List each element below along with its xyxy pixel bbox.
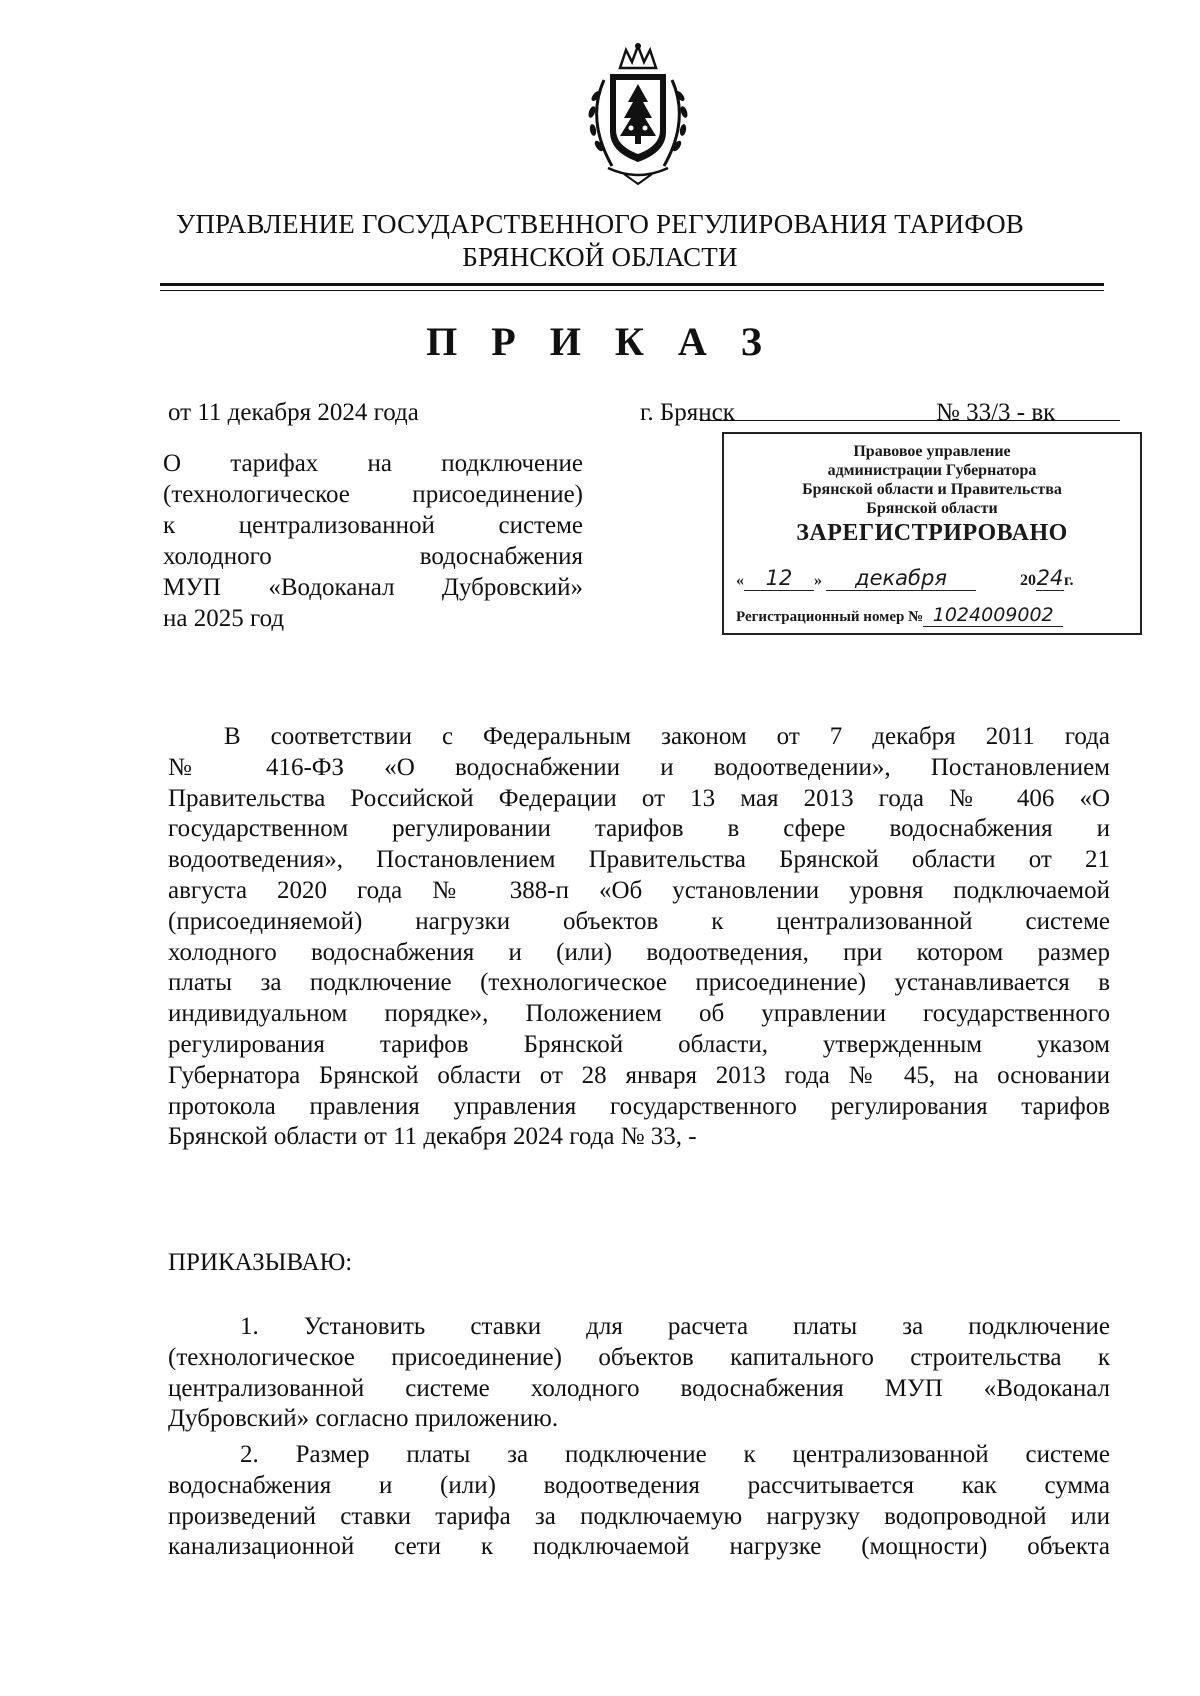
preamble-line: регулирования тарифов Брянской области, утвержденным указом [168, 1030, 1110, 1058]
preamble-line: В соответствии с Федеральным законом от 7 декабря 2011 года [224, 723, 1110, 750]
document-title: П Р И К А З [426, 319, 774, 364]
item-line: водоснабжения и (или) водоотведения рассчитывается как сумма [168, 1471, 1110, 1499]
stamp-year-end: г. [1064, 572, 1074, 589]
preamble-line: платы за подключение (технологическое присоединение) устанавливается в [168, 969, 1110, 997]
item-line: канализационной сети к подключаемой нагрузке (мощности) объекта [168, 1533, 1110, 1561]
subject-line: (технологическое присоединение) [163, 481, 583, 508]
stamp-status: ЗАРЕГИСТРИРОВАНО [796, 520, 1068, 546]
stamp-year-prefix: 20 [1020, 572, 1036, 589]
header-divider-thick [160, 283, 1104, 286]
item-line: централизованной системе холодного водоснабжения МУП «Водоканал [168, 1374, 1110, 1402]
order-directive: ПРИКАЗЫВАЮ: [168, 1249, 353, 1276]
stamp-line: администрации Губернатора [827, 462, 1037, 479]
item-line: Дубровский» согласно приложению. [168, 1405, 559, 1433]
item-line: (технологическое присоединение) объектов капитального строительства к [168, 1343, 1110, 1371]
preamble-line: № 416-ФЗ «О водоснабжении и водоотведении», Постановлением [168, 753, 1110, 781]
item-line: 2. Размер платы за подключение к централизованной системе [240, 1441, 1110, 1468]
item-line: 1. Установить ставки для расчета платы за подключение [240, 1313, 1110, 1340]
stamp-date: « 12 » декабря 2024г. [736, 566, 1074, 590]
stamp-day: 12 [744, 566, 814, 591]
org-name-line1: УПРАВЛЕНИЕ ГОСУДАРСТВЕННОГО РЕГУЛИРОВАНИЯ ТАРИФОВ [176, 209, 1024, 239]
meta-underline [700, 420, 1120, 421]
preamble-line: водоотведения», Постановлением Правительства Брянской области от 21 [168, 846, 1110, 874]
stamp-year-suffix: 24 [1036, 566, 1064, 590]
stamp-reg-number: 1024009002 [923, 604, 1063, 627]
preamble-line: государственном регулировании тарифов в сфере водоснабжения и [168, 815, 1110, 843]
stamp-line: Брянской области и Правительства [802, 481, 1062, 498]
preamble-line: Правительства Российской Федерации от 13 мая 2013 года № 406 «О [168, 784, 1110, 812]
preamble-line: августа 2020 года № 388-п «Об установлении уровня подключаемой [168, 876, 1110, 904]
coat-of-arms-emblem [568, 40, 708, 190]
preamble-line: индивидуальном порядке», Положением об управлении государственного [168, 1000, 1110, 1028]
order-city: г. Брянск [640, 399, 735, 426]
stamp-registration [736, 604, 1063, 627]
order-item-1 [168, 1312, 1110, 1435]
stamp-line: Брянской области [866, 500, 998, 517]
stamp-month: декабря [826, 566, 976, 591]
registration-stamp [722, 432, 1142, 635]
stamp-authority [724, 442, 1140, 518]
preamble-line: (присоединяемой) нагрузки объектов к централизованной системе [168, 907, 1110, 935]
preamble-line: холодного водоснабжения и (или) водоотведения, при котором размер [168, 938, 1110, 966]
preamble-line: Брянской области от 11 декабря 2024 года № 33, - [168, 1123, 697, 1151]
item-line: произведений ставки тарифа за подключаемую нагрузку водопроводной или [168, 1502, 1110, 1530]
preamble-line: протокола правления управления государственного регулирования тарифов [168, 1092, 1110, 1120]
header-divider-thin [160, 290, 1104, 291]
subject-line: к централизованной системе [163, 512, 583, 539]
preamble-paragraph [168, 722, 1110, 1153]
subject-line: холодного водоснабжения [163, 543, 583, 570]
stamp-line: Правовое управление [853, 443, 1011, 460]
order-subject [163, 448, 583, 634]
order-number: № 33/3 - вк [936, 399, 1056, 426]
order-date: от 11 декабря 2024 года [168, 399, 419, 426]
order-item-2 [168, 1440, 1110, 1563]
org-name-line2: БРЯНСКОЙ ОБЛАСТИ [462, 242, 738, 272]
preamble-line: Губернатора Брянской области от 28 января 2013 года № 45, на основании [168, 1061, 1110, 1089]
subject-line: МУП «Водоканал Дубровский» [163, 574, 583, 601]
stamp-reg-label: Регистрационный номер № [736, 609, 924, 625]
subject-line: О тарифах на подключение [163, 450, 583, 477]
subject-line: на 2025 год [163, 605, 285, 632]
